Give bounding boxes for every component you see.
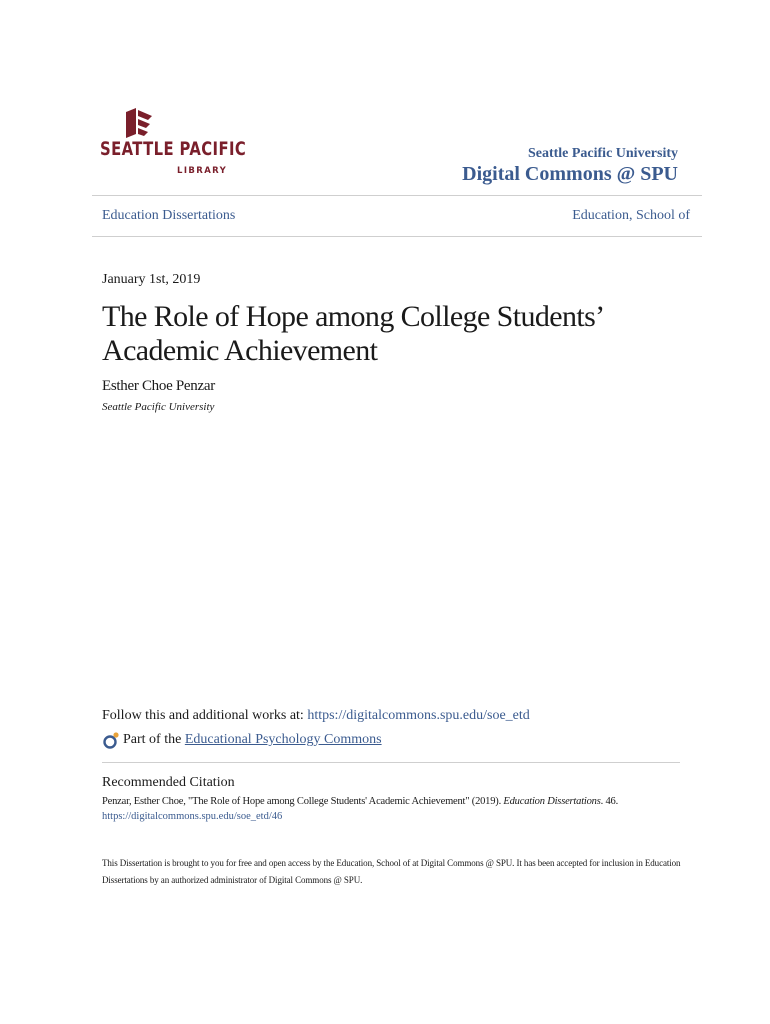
part-of-line (102, 731, 382, 749)
seattle-pacific-library-logo (100, 108, 247, 180)
repository-name[interactable]: Digital Commons @ SPU (462, 163, 678, 185)
series-link[interactable]: Education Dissertations (102, 208, 236, 223)
divider (102, 762, 680, 763)
divider (92, 236, 702, 237)
follow-line (102, 708, 530, 724)
commons-link[interactable]: Educational Psychology Commons (184, 732, 382, 747)
paper-title: The Role of Hope among College Students’ Academic Achievement (102, 300, 603, 367)
network-commons-icon (102, 731, 120, 749)
publication-date: January 1st, 2019 (102, 272, 201, 287)
logo-wordmark: SEATTLE PACIFIC (100, 138, 247, 160)
divider (92, 195, 702, 196)
logo-subtitle: LIBRARY (177, 166, 228, 176)
spu-emblem-icon (122, 108, 154, 138)
author-name: Esther Choe Penzar (102, 378, 215, 394)
collection-url-link[interactable]: https://digitalcommons.spu.edu/soe_etd (307, 708, 530, 723)
access-statement: This Dissertation is brought to you for free and open access by the Education, School of at Digital Commons @ SPU. It has been accepted for inclusion in Education Dissertations by an authorized administrator of Digital Commons @ SPU. (102, 858, 681, 885)
follow-label: Follow this and additional works at: (102, 708, 304, 723)
part-of-label: Part of the (123, 732, 182, 747)
citation-url-link[interactable]: https://digitalcommons.spu.edu/soe_etd/46 (102, 811, 283, 822)
citation-body: Penzar, Esther Choe, "The Role of Hope among College Students' Academic Achievement" (2019). (102, 796, 504, 807)
citation-end: . 46. (600, 796, 619, 807)
citation-series: Education Dissertations (503, 796, 601, 807)
university-name[interactable]: Seattle Pacific University (527, 146, 678, 161)
department-link[interactable]: Education, School of (572, 208, 690, 223)
author-affiliation: Seattle Pacific University (102, 401, 215, 413)
citation-heading: Recommended Citation (102, 775, 235, 790)
citation-text (102, 796, 702, 807)
